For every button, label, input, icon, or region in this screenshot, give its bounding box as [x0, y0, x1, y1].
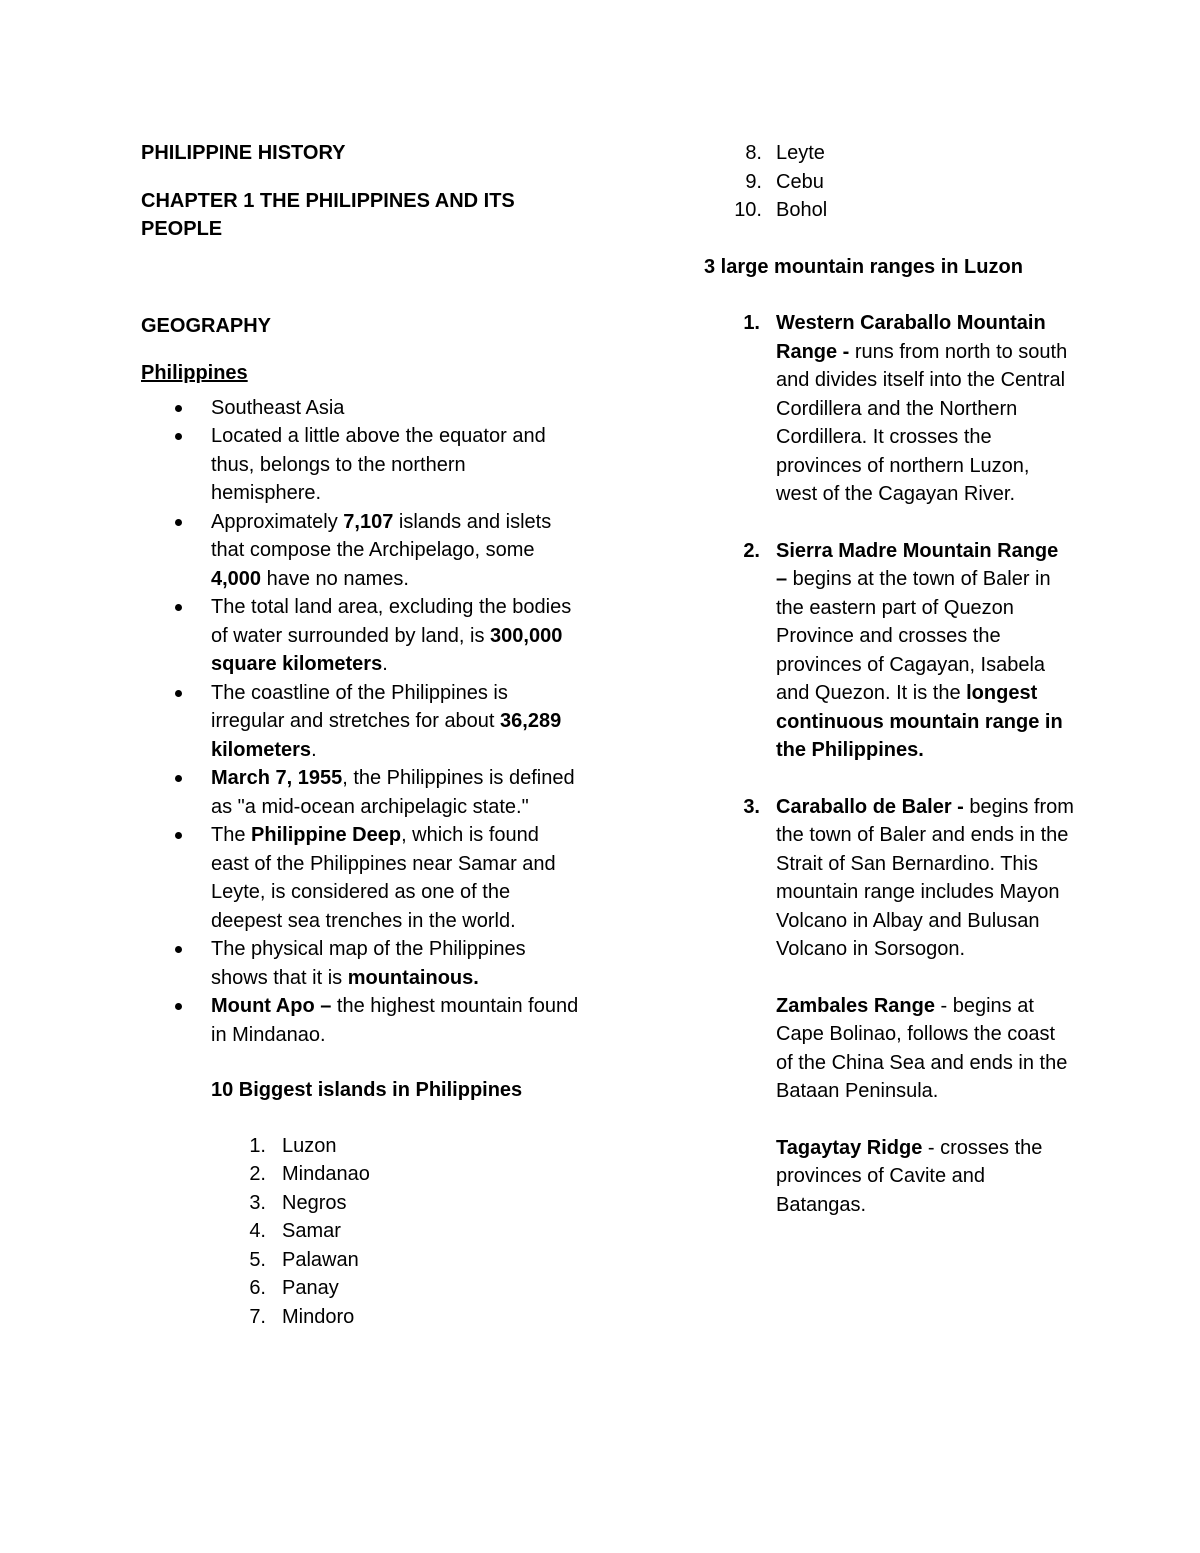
bullet-icon	[175, 832, 182, 839]
bullet-icon	[175, 775, 182, 782]
list-item: 8. Leyte	[745, 142, 825, 164]
zambales-range-paragraph: Zambales Range - begins at Cape Bolinao, follows the coast of the China Sea and ends in the Bataan Peninsula.	[776, 994, 1068, 1102]
list-item: Southeast Asia	[141, 394, 581, 423]
list-item: The total land area, excluding the bodies of water surrounded by land, is 300,000 square kilometers.	[141, 593, 581, 679]
list-item: Approximately 7,107 islands and islets that compose the Archipelago, some 4,000 have no names.	[141, 508, 581, 594]
list-item: The physical map of the Philippines shows that it is mountainous.	[141, 935, 581, 992]
mountain-ranges-list	[704, 309, 1074, 964]
section-heading: GEOGRAPHY	[141, 314, 272, 337]
islands-heading: 10 Biggest islands in Philippines	[211, 1079, 523, 1101]
list-item: The coastline of the Philippines is irregular and stretches for about 36,289 kilometers.	[141, 679, 581, 765]
list-item: 1. Western Caraballo Mountain Range - runs from north to south and divides itself into the Central Cordillera and the Northern Cordillera. It crosses the provinces of northern Luzon, west of the Cagayan River.	[743, 312, 1068, 505]
list-item: Located a little above the equator and thus, belongs to the northern hemisphere.	[141, 422, 581, 508]
list-item: 2. Mindanao	[249, 1163, 370, 1185]
bullet-icon	[175, 946, 182, 953]
bullet-icon	[175, 690, 182, 697]
list-item: 7. Mindoro	[249, 1305, 355, 1328]
list-item: 2. Sierra Madre Mountain Range – begins at the town of Baler in the eastern part of Quezon Province and crosses the provinces of Cagayan, Isabela and Quezon. It is the longest continuous mountain range in the Philippines.	[743, 539, 1063, 761]
tagaytay-ridge-paragraph: Tagaytay Ridge - crosses the provinces of Cavite and Batangas.	[776, 1136, 1043, 1216]
list-item: The Philippine Deep, which is found east of the Philippines near Samar and Leyte, is considered as one of the deepest sea trenches in the world.	[141, 821, 581, 935]
islands-list-part1	[141, 1132, 581, 1332]
subsection-heading: Philippines	[141, 362, 248, 384]
bullet-icon	[175, 604, 182, 611]
bullet-icon	[175, 405, 182, 412]
bullet-icon	[175, 1003, 182, 1010]
right-column	[704, 139, 1074, 1219]
islands-list-part2	[704, 139, 1074, 225]
list-item: 3. Caraballo de Baler - begins from the town of Baler and ends in the Strait of San Bernardino. This mountain range includes Mayon Volcano in Albay and Bulusan Volcano in Sorsogon.	[743, 795, 1074, 960]
document-title: PHILIPPINE HISTORY	[141, 142, 346, 164]
list-item: 3. Negros	[249, 1191, 347, 1214]
list-item: 5. Palawan	[249, 1248, 359, 1271]
list-item: 4. Samar	[249, 1220, 341, 1242]
ranges-heading: 3 large mountain ranges in Luzon	[704, 255, 1023, 278]
facts-list	[141, 394, 581, 1050]
list-item: 6. Panay	[249, 1277, 339, 1299]
list-item: March 7, 1955, the Philippines is defined as "a mid-ocean archipelagic state."	[141, 764, 581, 821]
list-item: 10. Bohol	[734, 199, 828, 221]
chapter-title-line2: PEOPLE	[141, 218, 223, 240]
list-item: 1. Luzon	[249, 1134, 337, 1157]
left-column	[141, 139, 581, 1331]
chapter-title-line1: CHAPTER 1 THE PHILIPPINES AND ITS	[141, 189, 515, 212]
list-item: 9. Cebu	[745, 170, 824, 193]
bullet-icon	[175, 519, 182, 526]
list-item: Mount Apo – the highest mountain found in Mindanao.	[141, 992, 581, 1049]
bullet-icon	[175, 433, 182, 440]
